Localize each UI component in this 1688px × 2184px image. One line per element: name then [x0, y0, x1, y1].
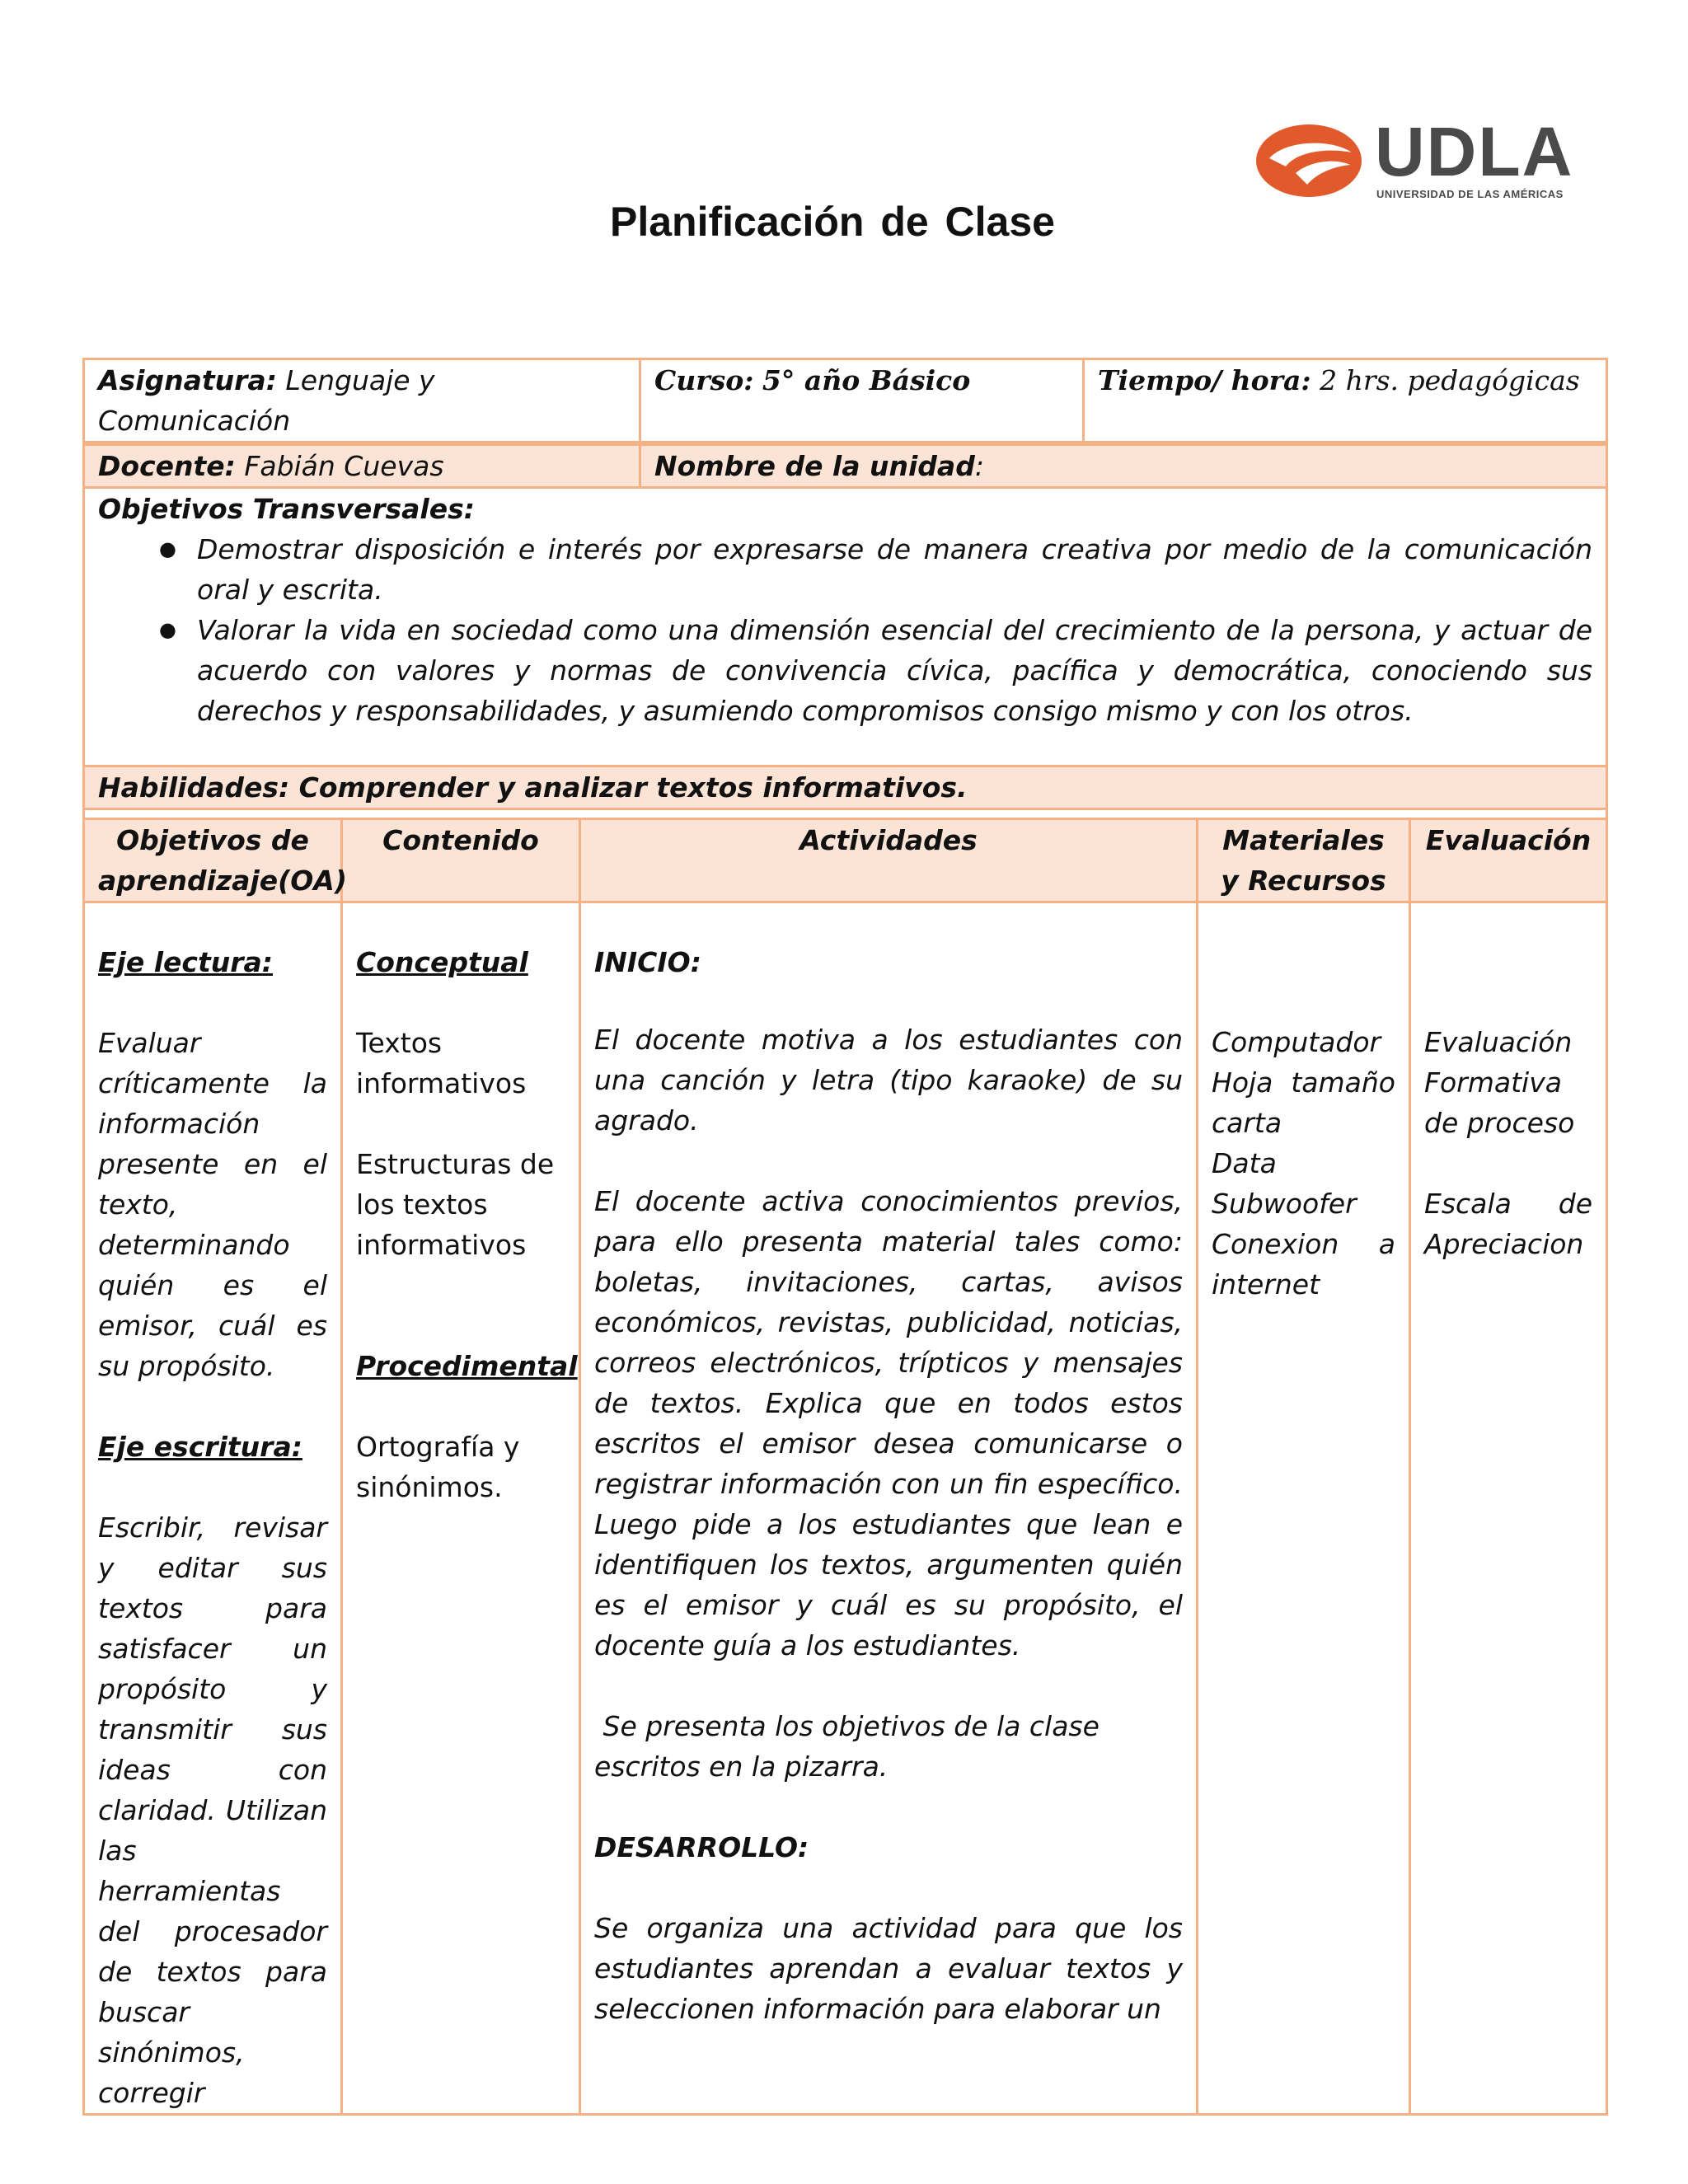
- udla-logo: [1253, 113, 1574, 206]
- header-actividades: Actividades: [580, 819, 1198, 902]
- header-materiales: Materiales y Recursos: [1198, 819, 1410, 902]
- page-title: Planificación de Clase: [610, 199, 1055, 245]
- header-contenido: Contenido: [342, 819, 580, 902]
- escritura-text: Escribir, revisar y editar sus textos para satisfacer un propósito y transmitir sus ideas con claridad. Utilizan las herramientas del procesador de textos para buscar sinónimos, corregir: [98, 1511, 327, 2109]
- procedimental-heading: Procedimental: [356, 1350, 578, 1382]
- header-oa: Objetivos de aprendizaje(OA): [84, 819, 342, 902]
- oa-cell: [84, 902, 342, 2115]
- material-item: Data: [1212, 1147, 1277, 1179]
- unidad-colon: :: [974, 450, 984, 482]
- actividad-paragraph: El docente motiva a los estudiantes con una canción y letra (tipo karaoke) de su agrado.: [594, 1024, 1183, 1137]
- unidad-cell: [640, 443, 1607, 488]
- logo-subtext: UNIVERSIDAD DE LAS AMÉRICAS: [1376, 188, 1564, 200]
- tiempo-value: 2 hrs. pedagógicas: [1320, 364, 1580, 396]
- plan-table: [82, 818, 1608, 2116]
- contenido-cell: [342, 902, 580, 2115]
- unidad-label: Nombre de la unidad: [654, 450, 975, 482]
- contenido-item: Textos informativos: [356, 1027, 527, 1099]
- info-table: [82, 358, 1608, 851]
- objetivos-list: [98, 529, 1592, 731]
- logo-text: UDLA: [1375, 113, 1574, 190]
- actividades-cell: [580, 902, 1198, 2115]
- plan-body-row: [84, 902, 1607, 2115]
- asignatura-cell: [84, 359, 640, 444]
- evaluacion-item: Evaluación Formativa de proceso: [1424, 1026, 1575, 1139]
- curso-label: Curso:: [654, 364, 754, 396]
- eje-lectura-heading: Eje lectura:: [98, 946, 273, 978]
- objetivos-label: Objetivos Transversales:: [98, 493, 475, 525]
- material-item: Hoja tamaño carta: [1212, 1066, 1395, 1139]
- objetivo-item: ● Demostrar disposición e interés por expresarse de manera creativa por medio de la comunicación oral y escrita.: [98, 529, 1592, 610]
- contenido-item: Estructuras de los textos informativos: [356, 1148, 555, 1261]
- conceptual-heading: Conceptual: [356, 946, 528, 978]
- habilidades-cell: Habilidades: Comprender y analizar textos informativos.: [84, 766, 1607, 809]
- habilidades-row: [84, 766, 1607, 809]
- eje-escritura-heading: Eje escritura:: [98, 1431, 302, 1463]
- asignatura-value: Lenguaje y Comunicación: [98, 364, 435, 437]
- header-evaluacion: Evaluación: [1410, 819, 1607, 902]
- curso-value: 5° año Básico: [762, 364, 971, 396]
- material-item: Conexion a internet: [1212, 1228, 1395, 1301]
- objetivo-item: ● Valorar la vida en sociedad como una dimensión esencial del crecimiento de la persona, y actuar de acuerdo con valores y normas de convivencia cívica, pacífica y democrática, conociendo sus derechos y responsabilidades, y asumiendo compromisos consigo mismo y con los otros.: [98, 610, 1592, 731]
- tiempo-cell: [1084, 359, 1607, 444]
- actividad-paragraph: El docente activa conocimientos previos, para ello presenta material tales como: boletas, invitaciones, cartas, avisos económicos, revistas, publicidad, noticias, correos electrónicos, trípticos y mensajes de textos. Explica que en todos estos escritos el emisor desea comunicarse o registrar información con un fin específico. Luego pide a los estudiantes que lean e identifiquen los textos, argumenten quién es el emisor y cuál es su propósito, el docente guía a los estudiantes.: [594, 1185, 1183, 1661]
- evaluacion-item: Escala de Apreciacion: [1424, 1188, 1592, 1260]
- materiales-cell: [1198, 902, 1410, 2115]
- actividad-paragraph: Se organiza una actividad para que los estudiantes aprendan a evaluar textos y seleccionen información para elaborar un: [594, 1912, 1183, 2025]
- contenido-item: Ortografía y sinónimos.: [356, 1431, 520, 1503]
- objetivos-cell: [84, 488, 1607, 766]
- actividad-paragraph: Se presenta los objetivos de la clase escritos en la pizarra.: [594, 1710, 1109, 1783]
- desarrollo-heading: DESARROLLO:: [594, 1831, 809, 1863]
- udla-swoosh-icon: [1253, 115, 1368, 206]
- curso-cell: [640, 359, 1084, 444]
- material-item: Subwoofer: [1212, 1188, 1357, 1220]
- asignatura-label: Asignatura:: [98, 364, 277, 396]
- tiempo-label: Tiempo/ hora:: [1098, 364, 1311, 396]
- docente-cell: [84, 443, 640, 488]
- material-item: Computador: [1212, 1026, 1381, 1058]
- docente-label: Docente:: [98, 450, 236, 482]
- evaluacion-cell: [1410, 902, 1607, 2115]
- docente-value: Fabián Cuevas: [244, 450, 444, 482]
- info-row-2: [84, 443, 1607, 488]
- plan-header-row: [84, 819, 1607, 902]
- info-row-1: [84, 359, 1607, 444]
- lectura-text: Evaluar críticamente la información presente en el texto, determinando quién es el emisor, cuál es su propósito.: [98, 1027, 327, 1382]
- inicio-heading: INICIO:: [594, 946, 701, 978]
- objetivos-row: [84, 488, 1607, 766]
